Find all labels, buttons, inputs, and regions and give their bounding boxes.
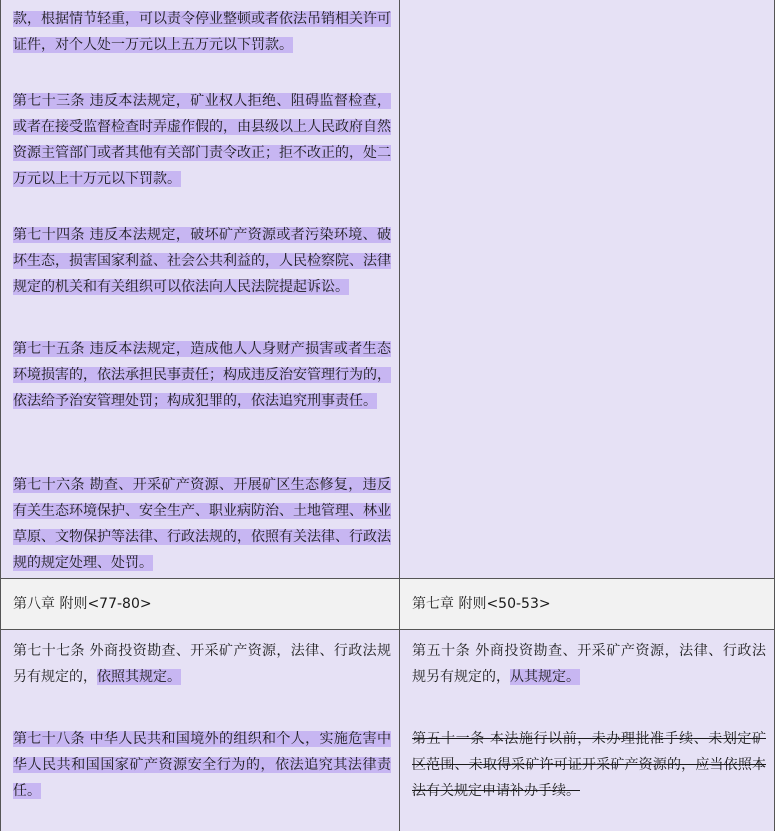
chapter-title-new: 第八章 附则<77-80> [13, 596, 152, 612]
bottom-left-cell [1, 630, 399, 831]
paragraph-art50: 第五十条 外商投资勘查、开采矿产资源，法律、行政法规另有规定的，从其规定。 [412, 643, 766, 685]
paragraph-art76: 第七十六条 勘查、开采矿产资源、开展矿区生态修复，违反有关生态环境保护、安全生产、职业病防治、土地管理、林业草原、文物保护等法律、行政法规的，依照有关法律、行政法规的规定处理、处罚。 [13, 477, 391, 571]
top-right-cell [400, 0, 774, 578]
chapter-header-left [1, 579, 399, 629]
bottom-right-cell [400, 630, 774, 831]
top-left-cell [1, 0, 399, 578]
paragraph-art77: 第七十七条 外商投资勘查、开采矿产资源，法律、行政法规另有规定的，依照其规定。 [13, 643, 391, 685]
chapter-header-right [400, 579, 774, 629]
paragraph-art75: 第七十五条 违反本法规定，造成他人人身财产损害或者生态环境损害的，依法承担民事责任；构成违反治安管理行为的，依法给予治安管理处罚；构成犯罪的，依法追究刑事责任。 [13, 341, 391, 409]
paragraph-art73: 第七十三条 违反本法规定，矿业权人拒绝、阻碍监督检查，或者在接受监督检查时弄虚作假的，由县级以上人民政府自然资源主管部门或者其他有关部门责令改正；拒不改正的，处二万元以上十万元以下罚款。 [13, 93, 391, 187]
paragraph-art72-tail: 款，根据情节轻重，可以责令停业整顿或者依法吊销相关许可证件，对个人处一万元以上五万元以下罚款。 [13, 11, 391, 53]
column-divider [399, 0, 400, 831]
paragraph-art51-deleted: 第五十一条 本法施行以前，未办理批准手续、未划定矿区范围、未取得采矿许可证开采矿产资源的，应当依照本法有关规定申请补办手续。 [412, 731, 766, 799]
chapter-title-old: 第七章 附则<50-53> [412, 596, 551, 612]
paragraph-art74: 第七十四条 违反本法规定，破坏矿产资源或者污染环境、破坏生态，损害国家利益、社会公共利益的，人民检察院、法律规定的机关和有关组织可以依法向人民法院提起诉讼。 [13, 227, 391, 295]
paragraph-art78: 第七十八条 中华人民共和国境外的组织和个人，实施危害中华人民共和国国家矿产资源安全行为的，依法追究其法律责任。 [13, 731, 391, 799]
